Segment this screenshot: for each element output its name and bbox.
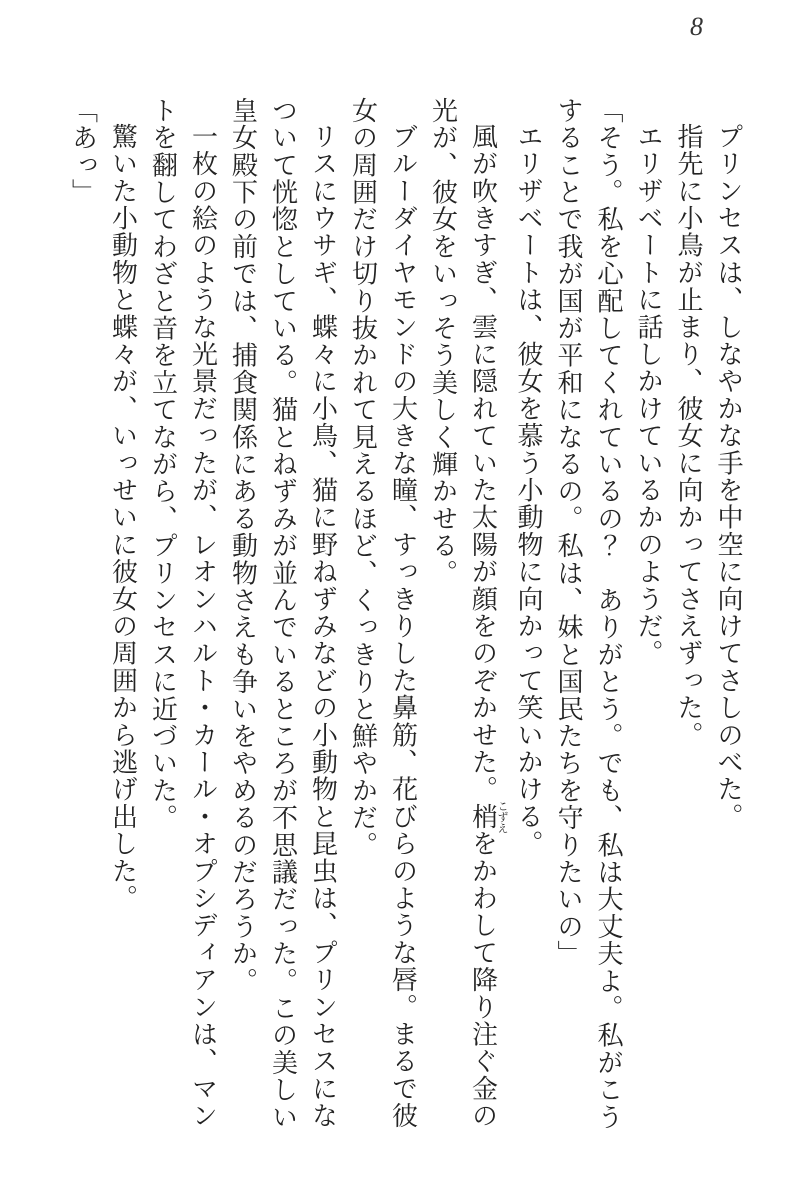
paragraph-text: 指先に小鳥が止まり、彼女に向かってさえずった。 [674,123,703,749]
body-text [63,97,749,1133]
ruby-kozue [468,800,508,834]
paragraph-text: 風が吹きすぎ、雲に隠れていた太陽が顔をのぞかせた。 [468,123,498,803]
paragraph [508,97,548,1133]
paragraph-text: エリザベートは、彼女を慕う小動物に向かって笑いかける。 [514,123,543,858]
paragraph [103,97,143,1133]
paragraph-text: 驚いた小動物と蝶々が、いっせいに彼女の周囲から逃げ出した。 [108,123,138,912]
paragraph-text: エリザベートに話しかけているかのようだ。 [634,123,663,667]
paragraph-dialogue [63,97,103,1133]
paragraph-text: プリンセスは、しなやかな手を中空に向けてさしのべた。 [714,123,743,831]
paragraph-text: をかわして降り注ぐ金の光が、彼女をいっそう美しく輝かせる。 [428,97,498,1130]
paragraph-text: ブルーダイヤモンドの大きな瞳、すっきりした鼻筋、花びらのような唇。まるで彼女の周囲だけ切り抜かれて見えるほど、くっきりと鮮やかだ。 [348,97,418,1130]
paragraph [143,97,223,1133]
paragraph [628,97,668,1133]
paragraph-text: リスにウサギ、蝶々に小鳥、猫に野ねずみなどの小動物と昆虫は、プリンセスになついて恍惚としている。猫とねずみが並んでいるところが不思議だった。この美しい皇女殿下の前では、捕食関係にある動物さえも争いをやめるのだろうか。 [228,97,338,1131]
paragraph [223,97,343,1133]
paragraph-text: 「そう。私を心配してくれているの？ ありがとう。でも、私は大丈夫よ。私がこうすることで我が国が平和になるの。私は、妹と国民たちを守りたいの」 [554,97,623,1131]
paragraph-with-ruby [423,97,509,1133]
page-number: 8 [690,12,703,41]
ruby-furigana: こずえ [496,800,508,834]
paragraph [668,97,708,1133]
paragraph-text: 一枚の絵のような光景だったが、レオンハルト・カール・オプシディアンは、マントを翻してわざと音を立てながら、プリンセスに近づいた。 [148,97,218,1130]
paragraph [708,97,748,1133]
paragraph-text: 「あっ」 [68,97,98,206]
paragraph-dialogue [548,97,628,1133]
paragraph [343,97,423,1133]
ruby-base: 梢 [468,800,498,834]
